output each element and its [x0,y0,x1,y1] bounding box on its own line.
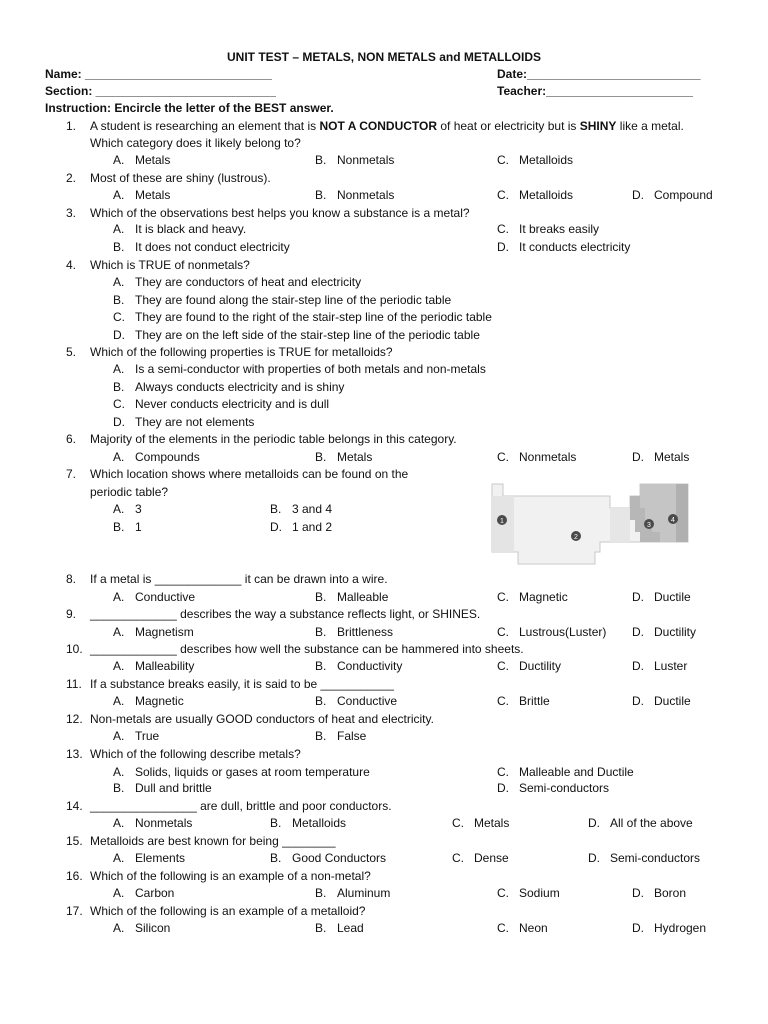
question-text: Non-metals are usually GOOD conductors of heat and electricity. [90,712,434,726]
option-text: Metalloids [292,816,347,830]
option-letter: B. [270,851,282,865]
option-text: All of the above [610,816,693,830]
marker-label: 2 [574,534,578,541]
option-letter: D. [632,886,644,900]
option-letter: D. [632,590,644,604]
answer-option[interactable] [315,188,394,203]
question-text: If a metal is _____________ it can be drawn into a wire. [90,572,388,586]
answer-option[interactable] [113,816,192,831]
option-letter: B. [315,921,327,935]
question-number: 1. [66,119,77,133]
option-text: Brittleness [337,625,394,639]
question-text: Which of the observations best helps you know a substance is a metal? [90,206,470,220]
question-text: _____________ describes how well the substance can be hammered into sheets. [90,642,524,656]
option-text: Conductive [135,590,196,604]
option-letter: D. [497,781,509,795]
option-text: Dense [474,851,509,865]
marker-label: 1 [500,518,504,525]
option-letter: B. [315,729,327,743]
option-letter: B. [315,153,327,167]
option-text: Metalloids [519,153,574,167]
option-letter: C. [497,222,509,236]
question-text-part: like a metal. [616,119,684,133]
instruction-text: Instruction: Encircle the letter of the BEST answer. [45,101,334,115]
question-text: If a substance breaks easily, it is said to be ___________ [90,677,394,691]
question-text: Which is TRUE of nonmetals? [90,258,250,272]
option-letter: C. [452,816,464,830]
option-letter: C. [497,450,509,464]
answer-option[interactable] [497,625,606,640]
option-letter: B. [315,694,327,708]
option-text: Aluminum [337,886,391,900]
question-number: 15. [66,834,83,848]
answer-option[interactable] [315,450,372,465]
option-letter: B. [113,380,125,394]
page-title: UNIT TEST – METALS, NON METALS and METALLOIDS [227,50,541,64]
question-text-part: A student is researching an element that is [90,119,320,133]
option-text: Metals [337,450,373,464]
answer-option[interactable] [113,886,174,901]
answer-option[interactable] [315,153,394,168]
question-text: Which location shows where metalloids can be found on the [90,467,409,481]
answer-option[interactable] [270,520,332,535]
option-letter: B. [113,781,125,795]
question-text: Which of the following is an example of a non-metal? [90,869,371,883]
option-text: Dull and brittle [135,781,212,795]
answer-option[interactable] [113,659,194,674]
option-letter: B. [270,816,282,830]
option-text: Metalloids [519,188,574,202]
question-text: Most of these are shiny (lustrous). [90,171,271,185]
option-text: 1 and 2 [292,520,333,534]
option-text: Solids, liquids or gases at room temperature [135,765,370,779]
option-text: Ductile [654,694,691,708]
answer-option[interactable] [315,590,388,605]
answer-option[interactable] [113,310,492,325]
option-text: Malleability [135,659,195,673]
option-text: Nonmetals [337,153,395,167]
question-number: 9. [66,607,77,621]
answer-option[interactable] [113,590,195,605]
option-letter: C. [497,590,509,604]
option-letter: D. [632,694,644,708]
option-letter: B. [315,886,327,900]
option-text: Semi-conductors [610,851,701,865]
option-letter: C. [497,921,509,935]
option-letter: B. [315,659,327,673]
answer-option[interactable] [315,921,364,936]
option-letter: A. [113,590,125,604]
option-text: They are found along the stair-step line of the periodic table [135,293,452,307]
question-number: 3. [66,206,77,220]
option-text: Sodium [519,886,560,900]
option-letter: C. [497,153,509,167]
option-letter: A. [113,625,125,639]
answer-option[interactable] [113,520,142,535]
question-text-line2: Which category does it likely belong to? [90,136,301,150]
answer-option[interactable] [497,694,550,709]
option-letter: D. [632,450,644,464]
question-number: 13. [66,747,83,761]
answer-option[interactable] [113,328,480,343]
option-text: False [337,729,367,743]
option-text: Conductive [337,694,398,708]
marker-4 [668,514,678,524]
option-letter: D. [632,625,644,639]
option-text: It does not conduct electricity [135,240,290,254]
option-text: Never conducts electricity and is dull [135,397,330,411]
answer-option[interactable] [113,397,329,412]
question-number: 12. [66,712,83,726]
option-text: 1 [135,520,142,534]
answer-option[interactable] [632,921,706,936]
answer-option[interactable] [632,694,691,709]
answer-option[interactable] [315,694,397,709]
option-text: Boron [654,886,687,900]
answer-option[interactable] [270,851,386,866]
option-text: They are on the left side of the stair-step line of the periodic table [135,328,480,342]
answer-option[interactable] [113,240,290,255]
option-text: They are not elements [135,415,255,429]
question-text [90,119,684,134]
question-number: 16. [66,869,83,883]
question-number: 10. [66,642,83,656]
answer-option[interactable] [113,729,159,744]
answer-option[interactable] [588,816,693,831]
option-letter: A. [113,694,125,708]
answer-option[interactable] [315,886,390,901]
answer-option[interactable] [113,765,370,780]
answer-option[interactable] [113,222,246,237]
answer-option[interactable] [497,153,573,168]
option-text: Carbon [135,886,175,900]
option-text: Semi-conductors [519,781,610,795]
option-letter: B. [315,590,327,604]
answer-option[interactable] [497,659,561,674]
option-letter: A. [113,765,125,779]
option-text: Nonmetals [337,188,395,202]
question-number: 11. [66,677,82,691]
option-letter: D. [270,520,282,534]
option-letter: C. [497,188,509,202]
answer-option[interactable] [113,362,486,377]
question-text-part: of heat or electricity but is [437,119,580,133]
answer-option[interactable] [497,921,548,936]
option-text: They are conductors of heat and electricity [135,275,362,289]
option-text: Metals [135,153,171,167]
option-text: True [135,729,160,743]
option-letter: B. [315,188,327,202]
option-text: Compounds [135,450,200,464]
answer-option[interactable] [113,380,344,395]
answer-option[interactable] [315,729,366,744]
option-text: Lead [337,921,364,935]
option-text: Silicon [135,921,171,935]
answer-option[interactable] [452,816,509,831]
question-number: 4. [66,258,77,272]
option-letter: B. [315,450,327,464]
option-letter: A. [113,851,125,865]
answer-option[interactable] [632,886,686,901]
option-text: Elements [135,851,186,865]
option-text: Ductility [519,659,562,673]
question-number: 8. [66,572,77,586]
option-text: Metals [474,816,510,830]
answer-option[interactable] [315,625,393,640]
option-letter: B. [113,293,125,307]
option-letter: D. [632,659,644,673]
option-letter: A. [113,153,125,167]
option-text: 3 and 4 [292,502,333,516]
answer-option[interactable] [588,851,700,866]
answer-option[interactable] [497,765,634,780]
answer-option[interactable] [497,222,599,237]
question-text: _____________ describes the way a substance reflects light, or SHINES. [90,607,481,621]
question-text: ________________ are dull, brittle and poor conductors. [90,799,392,813]
option-letter: C. [497,886,509,900]
option-text: Magnetic [135,694,184,708]
answer-option[interactable] [315,659,402,674]
option-text: Hydrogen [654,921,707,935]
option-letter: A. [113,659,125,673]
option-letter: B. [113,520,125,534]
option-text: Magnetism [135,625,194,639]
option-text: Malleable [337,590,389,604]
question-number: 6. [66,432,77,446]
option-letter: A. [113,502,125,516]
option-text: Good Conductors [292,851,387,865]
answer-option[interactable] [113,293,451,308]
question-number: 17. [66,904,83,918]
answer-option[interactable] [113,415,254,430]
answer-option[interactable] [497,240,630,255]
option-text: Conductivity [337,659,403,673]
marker-label: 3 [647,522,651,529]
option-letter: A. [113,921,125,935]
answer-option[interactable] [497,590,568,605]
option-letter: A. [113,275,125,289]
answer-option[interactable] [270,502,332,517]
question-number: 2. [66,171,77,185]
question-text: Which of the following is an example of a metalloid? [90,904,366,918]
question-text: Majority of the elements in the periodic table belongs in this category. [90,432,457,446]
question-number: 14. [66,799,83,813]
option-text: Is a semi-conductor with properties of both metals and non-metals [135,362,486,376]
question-text-bold: NOT A CONDUCTOR [319,119,438,133]
option-letter: C. [113,310,125,324]
option-text: They are found to the right of the stair-step line of the periodic table [135,310,492,324]
option-letter: A. [113,886,125,900]
answer-option[interactable] [113,153,170,168]
question-number: 5. [66,345,77,359]
option-text: Ductility [654,625,697,639]
question-text-line2: periodic table? [90,485,169,499]
answer-option[interactable] [632,188,713,203]
option-letter: D. [588,816,600,830]
date-label: Date:__________________________ [497,67,701,81]
answer-option[interactable] [113,450,200,465]
answer-option[interactable] [497,188,573,203]
option-text: Metals [654,450,690,464]
option-text: Nonmetals [135,816,193,830]
option-text: Ductile [654,590,691,604]
option-letter: B. [315,625,327,639]
option-text: Nonmetals [519,450,577,464]
question-text: Which of the following properties is TRUE for metalloids? [90,345,393,359]
option-letter: B. [270,502,282,516]
answer-option[interactable] [113,502,142,517]
option-letter: D. [588,851,600,865]
option-letter: C. [497,765,509,779]
answer-option[interactable] [632,659,687,674]
answer-option[interactable] [113,921,170,936]
option-text: 3 [135,502,142,516]
answer-option[interactable] [452,851,509,866]
question-text: Metalloids are best known for being ________ [90,834,336,848]
option-text: It breaks easily [519,222,600,236]
question-text: Which of the following describe metals? [90,747,301,761]
answer-option[interactable] [113,851,185,866]
answer-option[interactable] [270,816,346,831]
answer-option[interactable] [113,188,170,203]
answer-option[interactable] [497,886,560,901]
periodic-table-image [490,482,690,566]
answer-option[interactable] [632,590,691,605]
option-text: It conducts electricity [519,240,631,254]
option-text: Luster [654,659,688,673]
question-number: 7. [66,467,77,481]
option-letter: A. [113,450,125,464]
marker-3 [644,519,654,529]
option-letter: C. [452,851,464,865]
answer-option[interactable] [113,275,361,290]
option-text: Brittle [519,694,550,708]
answer-option[interactable] [113,694,184,709]
answer-option[interactable] [497,781,609,796]
option-letter: B. [113,240,125,254]
option-letter: D. [113,415,125,429]
option-letter: A. [113,816,125,830]
option-letter: A. [113,222,125,236]
option-text: Magnetic [519,590,568,604]
option-letter: D. [632,921,644,935]
option-letter: A. [113,729,125,743]
section-label: Section: ___________________________ [45,84,276,98]
option-letter: C. [497,694,509,708]
option-letter: C. [497,625,509,639]
answer-option[interactable] [113,781,212,796]
option-text: Metals [135,188,171,202]
marker-1 [497,515,507,525]
answer-option[interactable] [632,450,689,465]
option-text: Lustrous(Luster) [519,625,607,639]
question-text-bold: SHINY [579,119,617,133]
answer-option[interactable] [113,625,194,640]
option-text: It is black and heavy. [135,222,247,236]
option-letter: A. [113,188,125,202]
option-letter: C. [497,659,509,673]
option-letter: C. [113,397,125,411]
teacher-label: Teacher:______________________ [497,84,693,98]
option-letter: D. [632,188,644,202]
option-letter: D. [113,328,125,342]
marker-label: 4 [671,517,675,524]
answer-option[interactable] [497,450,576,465]
option-letter: A. [113,362,125,376]
name-label: Name: ____________________________ [45,67,272,81]
option-text: Compound [654,188,713,202]
marker-2 [571,531,581,541]
option-text: Always conducts electricity and is shiny [135,380,345,394]
option-text: Malleable and Ductile [519,765,634,779]
option-letter: D. [497,240,509,254]
option-text: Neon [519,921,548,935]
answer-option[interactable] [632,625,696,640]
